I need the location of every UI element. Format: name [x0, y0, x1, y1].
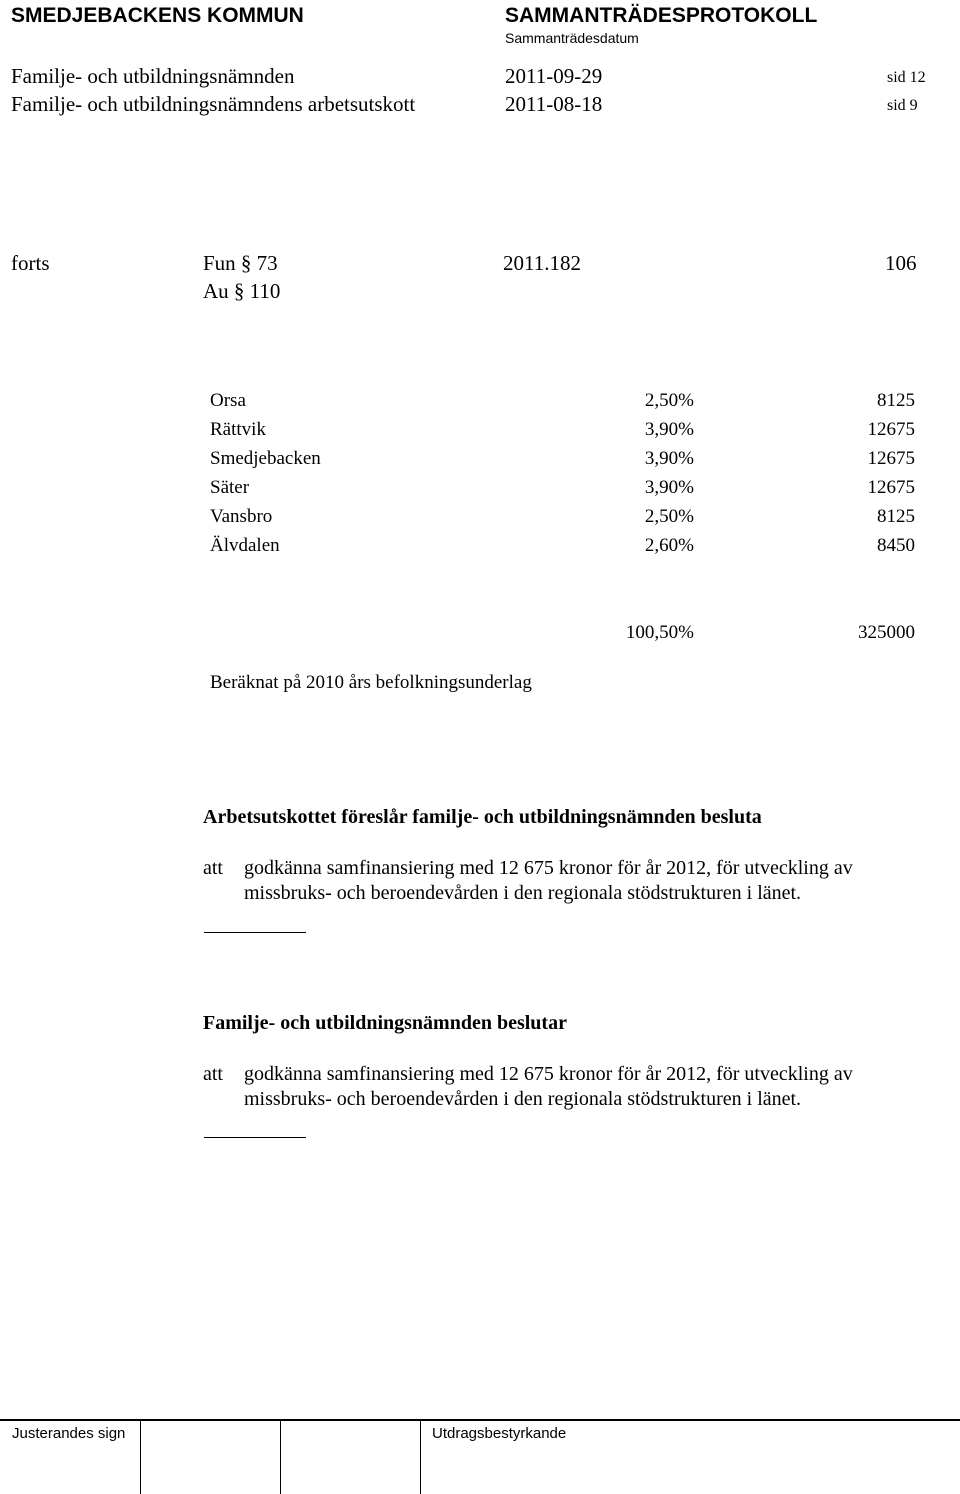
decision-line-1: godkänna samfinansiering med 12 675 kronor för år 2012, för utveckling av	[244, 1063, 853, 1085]
municipality-name: Rättvik	[210, 419, 266, 440]
meeting-date-label: Sammanträdesdatum	[505, 30, 639, 46]
justerandes-sign-label: Justerandes sign	[12, 1425, 126, 1442]
total-percent: 100,50%	[625, 622, 694, 643]
share-amount: 8125	[877, 390, 915, 411]
total-amount: 325000	[858, 622, 915, 643]
signature-footer	[0, 1419, 960, 1494]
decision-line-2: missbruks- och beroendevården i den regionala stödstrukturen i länet.	[244, 1088, 802, 1110]
share-percent: 3,90%	[644, 448, 694, 469]
table-row	[210, 448, 915, 477]
share-percent: 2,60%	[644, 535, 694, 556]
municipality-table	[210, 390, 915, 701]
document-type: SAMMANTRÄDESPROTOKOLL	[505, 4, 818, 27]
share-amount: 12675	[867, 448, 915, 469]
footer-divider	[280, 1419, 281, 1494]
share-percent: 2,50%	[644, 390, 694, 411]
reference-prefix: forts	[11, 251, 50, 275]
reference-au-paragraph: Au § 110	[203, 279, 281, 303]
reference-number: 106	[885, 251, 917, 275]
share-percent: 2,50%	[644, 506, 694, 527]
municipality-name: Älvdalen	[210, 535, 280, 556]
decision-end-rule	[204, 1137, 306, 1138]
header-page-1: sid 12	[887, 69, 926, 86]
table-row	[210, 390, 915, 419]
header-page-2: sid 9	[887, 97, 918, 114]
proposal-line-2: missbruks- och beroendevården i den regionala stödstrukturen i länet.	[244, 882, 802, 904]
share-percent: 3,90%	[644, 477, 694, 498]
share-percent: 3,90%	[644, 419, 694, 440]
header-body-1: Familje- och utbildningsnämnden	[11, 64, 295, 88]
header-body-2: Familje- och utbildningsnämndens arbetsutskott	[11, 92, 416, 116]
table-row	[210, 477, 915, 506]
proposal-att: att	[203, 857, 223, 879]
share-amount: 8450	[877, 535, 915, 556]
table-note: Beräknat på 2010 års befolkningsunderlag	[210, 672, 532, 693]
municipality-name: Orsa	[210, 390, 246, 411]
footer-divider	[420, 1419, 421, 1494]
municipality-name: Smedjebacken	[210, 448, 321, 469]
proposal-end-rule	[204, 932, 306, 933]
utdragsbestyrkande-label: Utdragsbestyrkande	[432, 1425, 567, 1442]
proposal-heading: Arbetsutskottet föreslår familje- och utbildningsnämnden besluta	[203, 806, 762, 828]
footer-top-rule	[0, 1419, 960, 1421]
decision-heading: Familje- och utbildningsnämnden beslutar	[203, 1012, 567, 1034]
header-date-1: 2011-09-29	[505, 64, 603, 88]
table-row	[210, 506, 915, 535]
share-amount: 12675	[867, 419, 915, 440]
reference-fun-paragraph: Fun § 73	[203, 251, 278, 275]
table-total-row	[210, 622, 915, 651]
share-amount: 12675	[867, 477, 915, 498]
decision-att: att	[203, 1063, 223, 1085]
footer-divider	[140, 1419, 141, 1494]
table-row	[210, 535, 915, 564]
header-date-2: 2011-08-18	[505, 92, 603, 116]
proposal-line-1: godkänna samfinansiering med 12 675 kronor för år 2012, för utveckling av	[244, 857, 853, 879]
organization-name: SMEDJEBACKENS KOMMUN	[11, 4, 304, 27]
reference-case-number: 2011.182	[503, 251, 581, 275]
municipality-name: Säter	[210, 477, 250, 498]
table-row	[210, 419, 915, 448]
share-amount: 8125	[877, 506, 915, 527]
table-note-row	[210, 672, 915, 701]
municipality-name: Vansbro	[210, 506, 273, 527]
